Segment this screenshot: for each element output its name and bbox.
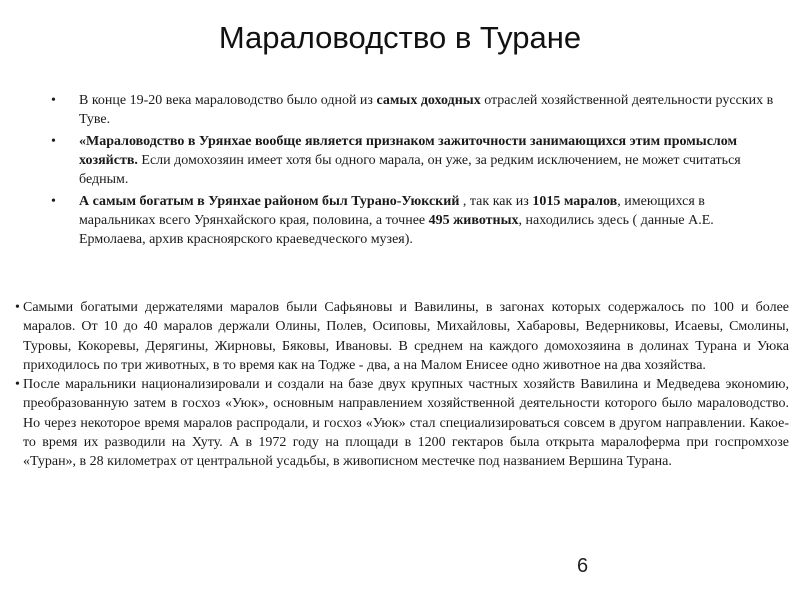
bullet-icon: • (15, 377, 20, 393)
top-bullet-list (51, 91, 781, 252)
bullet-text-part: 495 животных (428, 213, 519, 228)
bullet-text-part: , находились здесь ( данные А.Е. Ермолаева, архив красноярского краеведческого музея). (79, 213, 714, 247)
bullet-item-2 (51, 132, 781, 189)
bullet-text-part: , имеющихся в маральниках всего Урянхайского края, половина, а точнее (79, 194, 705, 228)
bullet-text-part: 1015 маралов (532, 194, 618, 209)
paragraph-nationalization (15, 375, 789, 471)
bullet-icon: • (51, 194, 56, 209)
bullet-icon: • (51, 93, 56, 108)
slide-title: Мараловодство в Туране (218, 20, 582, 55)
bullet-text-part: А самым богатым в Урянхае районом был Турано-Уюкский (79, 194, 460, 209)
bullet-text-part: отраслей хозяйственной деятельности русских в Туве. (79, 93, 774, 127)
bullet-text-part: , так как из (459, 194, 533, 209)
paragraph-families (15, 298, 789, 375)
paragraph-text: Самыми богатыми держателями маралов были Сафьяновы и Вавилины, в загонах которых содержалось по 100 и более маралов. От 10 до 40 маралов держали Олины, Полев, Осиповы, Михайловы, Хабаровы, Ведерниковы, Исаевы, Смолины, Туровы, Кокоревы, Дерягины, Жирновы, Бяковы, Ивановы. В среднем на каждого домохозяина в долинах Турана и Уюка приходилось по три животных, в то время как на Тодже - два, а на Малом Енисее одно животное на два хозяйства. (23, 300, 789, 373)
bullet-icon: • (51, 134, 56, 149)
paragraph-text: После маральники национализировали и создали на базе двух крупных частных хозяйств Вавилина и Медведева экономию, преобразованную затем в госхоз «Уюк», основным направлением хозяйственной деятельности которого было мараловодство. Но через некоторое время маралов распродали, и госхоз «Уюк» стал специализироваться совсем в другом направлении. Какое-то время их разводили на Хуту. А в 1972 году на площади в 1200 гектаров была открыта маралоферма при госпромхозе «Туран», в 28 километрах от центральной усадьбы, в живописном местечке под названием Вершина Турана. (23, 377, 789, 470)
bullet-text-part: В конце 19-20 века мараловодство было одной из (79, 93, 377, 108)
bullet-text-part: самых доходных (376, 93, 481, 108)
bottom-text-box (15, 298, 789, 472)
bullet-text-part: Если домохозяин имеет хотя бы одного марала, он уже, за редким исключением, не может считаться бедным. (79, 153, 741, 187)
page-number: 6 (577, 555, 589, 577)
bullet-item-1 (51, 91, 781, 129)
bullet-item-3 (51, 192, 781, 249)
bullet-text-part: «Мараловодство в Урянхае вообще является признаком зажиточности занимающихся этим промыслом хозяйств. (79, 134, 738, 168)
bullet-icon: • (15, 300, 20, 315)
